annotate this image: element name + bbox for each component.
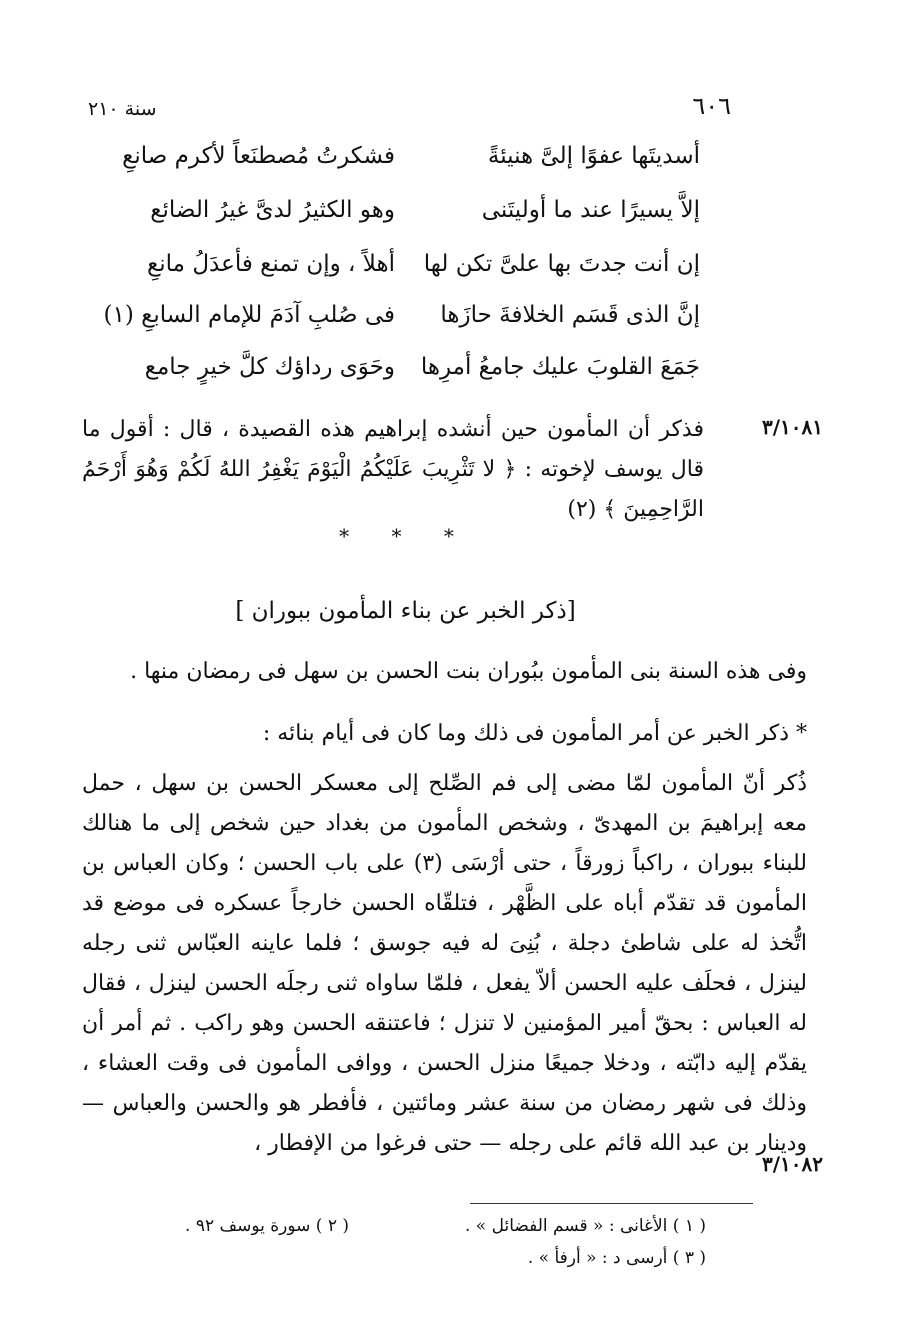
verse-line: [105, 143, 700, 183]
verse-second-hemistich: وهو الكثيرُ لدىَّ غيرُ الضائع: [150, 197, 395, 223]
verse-second-hemistich: وحَوَى رداؤك كلَّ خيرٍ جامع: [144, 354, 395, 380]
margin-reference-marker: ٣/١٠٨٢: [762, 1152, 824, 1176]
verse-first-hemistich: إن أنت جدتَ بها علىَّ تكن لها: [423, 251, 700, 277]
verse-second-hemistich: فشكرتُ مُصطنَعاً لأكرم صانعِ: [122, 143, 395, 169]
paragraph-subheading: * ذكر الخبر عن أمر المأمون فى ذلك وما كان فى أيام بنائه :: [262, 721, 807, 746]
page-number: ٦٠٦: [692, 92, 731, 120]
verse-line: [105, 354, 700, 394]
footnote-divider: [470, 1203, 753, 1204]
paragraph-intro: وفى هذه السنة بنى المأمون ببُوران بنت الحسن بن سهل فى رمضان منها .: [130, 659, 807, 684]
verse-first-hemistich: إنَّ الذى قَسَم الخلافةَ حازَها: [440, 302, 700, 328]
section-heading: [ذكر الخبر عن بناء المأمون ببوران ]: [235, 598, 576, 624]
verse-first-hemistich: أسديتَها عفوًا إلىَّ هنيئةً: [487, 143, 700, 169]
verse-first-hemistich: إلاَّ يسيرًا عند ما أوليتَنى: [481, 197, 700, 223]
verse-line: [105, 251, 700, 291]
verse-line: [105, 197, 700, 237]
paragraph-main-text: ذُكر أنّ المأمون لمّا مضى إلى فم الصِّلح إلى معسكر الحسن بن سهل ، حمل معه إبراهيمَ بن المهدىّ ، وشخص المأمون من بغداد حين شخص إلى ما هنالك للبناء ببوران ، راكباً زورقاً ، حتى أرْسَى (٣) على باب الحسن ؛ وكان العباس بن المأمون قد تقدّم أباه على الظَّهْر ، فتلقّاه الحسن خارجاً عسكره فى موضع قد اتُّخذ له على شاطئ دجلة ، بُنِىَ له فيه جوسق ؛ فلما عاينه العبّاس ثنى رجله لينزل ، فحلَف عليه الحسن ألاّ يفعل ، فلمّا ساواه ثنى رجلَه الحسن لينزل ، فقال له العباس : بحقّ أمير المؤمنين لا تنزل ؛ فاعتنقه الحسن وهو راكب . ثم أمر أن يقدّم إليه دابّته ، ودخلا جميعًا منزل الحسن ، ووافى المأمون فى وقت العشاء ، وذلك فى شهر رمضان من سنة عشر ومائتين ، فأفطر هو والحسن والعباس — ودينار بن عبد الله قائم على رجله — حتى فرغوا من الإفطار ،: [82, 771, 807, 1156]
section-separator: * * *: [339, 524, 472, 548]
footnote-1: ( ١ ) الأغانى : « قسم الفضائل » .: [464, 1216, 706, 1236]
footnote-3: ( ٣ ) أرسى د : « أرفأ » .: [527, 1248, 706, 1268]
verse-second-hemistich: فى صُلبِ آدَمَ للإمام السابعِ (١): [103, 302, 395, 328]
running-header-year: سنة ٢١٠: [88, 98, 157, 120]
footnote-2: ( ٢ ) سورة يوسف ٩٢ .: [185, 1216, 350, 1236]
verse-line: [105, 302, 700, 342]
verse-first-hemistich: جَمَعَ القلوبَ عليك جامعُ أمرِها: [420, 354, 700, 380]
paragraph-quran-quote: فذكر أن المأمون حين أنشده إبراهيم هذه القصيدة ، قال : أقول ما قال يوسف لإخوته : ﴿ لا تَثْرِيبَ عَلَيْكُمُ الْيَوْمَ يَغْفِرُ اللهُ لَكُمْ وَهُوَ أَرْحَمُ الرَّاحِمِينَ ﴾ (٢): [82, 417, 704, 522]
margin-reference-marker: ٣/١٠٨١: [762, 415, 824, 439]
verse-second-hemistich: أهلاً ، وإن تمنع فأعدَلُ مانعِ: [147, 251, 395, 277]
